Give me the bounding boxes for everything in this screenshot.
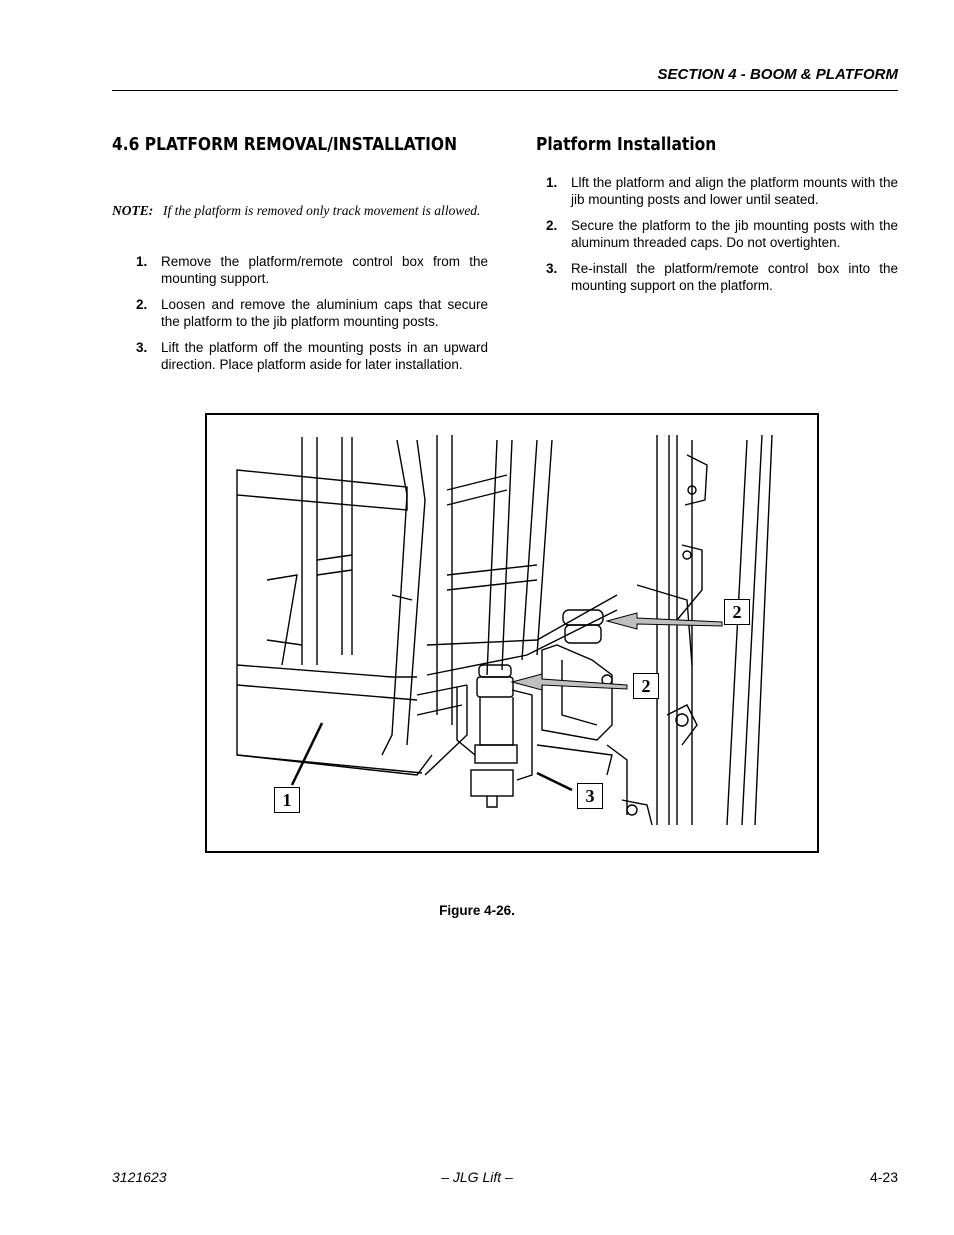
page-number: 4-23 bbox=[869, 1169, 898, 1185]
installation-heading: Platform Installation bbox=[536, 134, 717, 155]
callout-2-lower: 2 bbox=[633, 673, 659, 699]
callout-1: 1 bbox=[274, 787, 300, 813]
list-item bbox=[136, 253, 488, 287]
list-item bbox=[136, 339, 488, 373]
figure-frame bbox=[205, 413, 819, 853]
step-text: Lift the platform off the mounting posts in an upward direction. Place platform aside for later installation. bbox=[161, 340, 488, 372]
step-number: 1. bbox=[136, 254, 148, 269]
removal-steps bbox=[136, 253, 488, 382]
step-text: Remove the platform/remote control box from the mounting support. bbox=[161, 254, 488, 286]
section-heading: 4.6 PLATFORM REMOVAL/INSTALLATION bbox=[112, 134, 458, 155]
step-number: 3. bbox=[136, 340, 148, 355]
list-item bbox=[546, 174, 898, 208]
note-text: If the platform is removed only track movement is allowed. bbox=[163, 203, 481, 218]
page-header bbox=[112, 64, 898, 91]
platform-illustration bbox=[207, 415, 817, 851]
step-number: 2. bbox=[136, 297, 148, 312]
brand-footer: – JLG Lift – bbox=[441, 1169, 513, 1185]
callout-2-upper: 2 bbox=[724, 599, 750, 625]
step-text: Re-install the platform/remote control box into the mounting support on the platform. bbox=[571, 261, 898, 293]
figure-caption: Figure 4-26. bbox=[439, 903, 515, 918]
note-block bbox=[112, 202, 488, 219]
note-label: NOTE: bbox=[112, 203, 154, 218]
step-text: Secure the platform to the jib mounting posts with the aluminum threaded caps. Do not overtighten. bbox=[571, 218, 898, 250]
doc-number: 3121623 bbox=[112, 1169, 167, 1185]
step-number: 2. bbox=[546, 218, 558, 233]
list-item bbox=[546, 217, 898, 251]
section-title: SECTION 4 - BOOM & PLATFORM bbox=[657, 66, 898, 83]
step-text: Loosen and remove the aluminium caps that secure the platform to the jib platform mounting posts. bbox=[161, 297, 488, 329]
callout-3: 3 bbox=[577, 783, 603, 809]
list-item bbox=[546, 260, 898, 294]
step-text: Llft the platform and align the platform mounts with the jib mounting posts and lower until seated. bbox=[571, 175, 898, 207]
installation-steps bbox=[546, 174, 898, 303]
step-number: 1. bbox=[546, 175, 558, 190]
step-number: 3. bbox=[546, 261, 558, 276]
list-item bbox=[136, 296, 488, 330]
